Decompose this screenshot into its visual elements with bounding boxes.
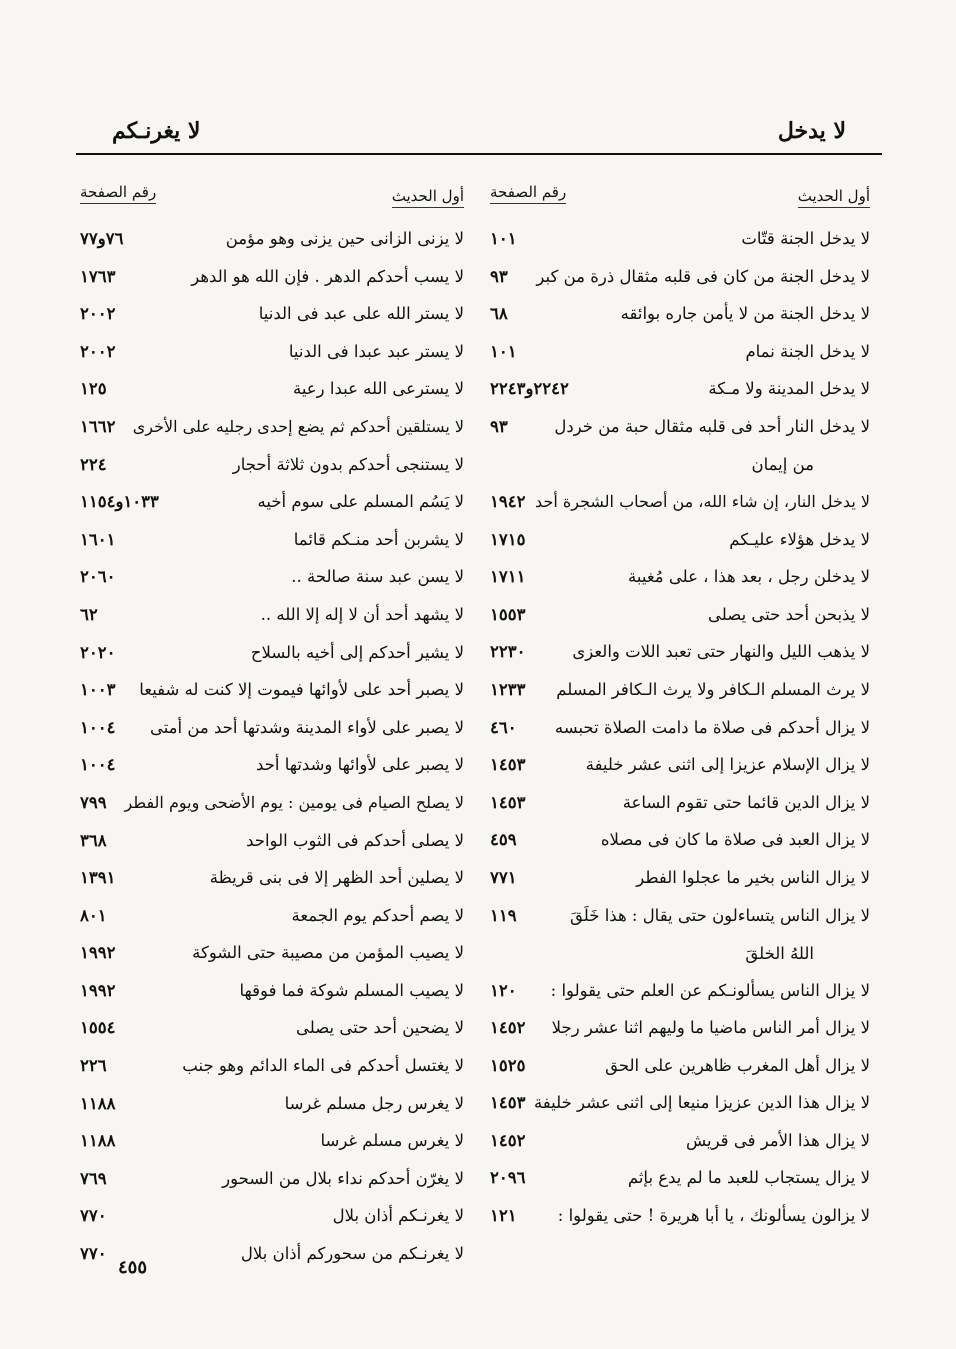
entry-text: لا يزال الدين قائما حتى تقوم الساعة [622,792,870,812]
index-entry [76,561,468,599]
entry-text: لا يزال الإسلام عزيزا إلى اثنى عشر خليفة [585,755,870,775]
index-entry [76,787,468,825]
header-rule [76,153,882,155]
entry-page-number: ٨٠١ [80,905,107,925]
entry-text: لا يستلقين أحدكم ثم يضع إحدى رجليه على الأخرى [132,416,464,436]
index-entry [76,298,468,336]
entry-page-number: ١٤٥٢ [490,1018,526,1038]
entry-text: لا يغرنـكم أذان بلال [332,1206,464,1226]
entry-text: لا يشير أحدكم إلى أخيه بالسلاح [250,642,464,662]
entry-text: لا يدخل المدينة ولا مـكة [708,379,870,399]
entry-text: لا يصلين أحد الظهر إلا فى بنى قريظة [209,868,464,888]
index-entry [76,1200,468,1238]
entry-text: لا يدخل الجنة قتّات [741,229,870,248]
entry-page-number: ١٠٠٤ [80,755,116,775]
index-entry [486,524,874,562]
entry-text: لا يشربن أحد منـكم قائما [293,529,464,549]
entry-page-number: ١٧١١ [490,567,526,587]
entry-page-number: ٩٣ [490,416,508,436]
entry-page-number: ١٦٠١ [80,529,116,549]
left-column [76,183,468,1276]
index-entry [486,749,874,787]
entry-page-number: ١٦٦٢ [80,416,116,436]
index-entry [76,261,468,299]
column-label-first: أول الحديث [798,187,870,208]
index-entry [76,712,468,750]
entry-text: لا يسترعى الله عبدا رعية [292,379,464,399]
entry-text: لا يزال أحدكم فى صلاة ما دامت الصلاة تحبسه [554,717,870,737]
index-entry [486,1087,874,1125]
index-entry [486,900,874,975]
entry-page-number: ٧٩٩ [80,792,107,812]
entry-page-number: ٦٢ [80,604,98,624]
entry-text: لا يزال أمر الناس ماضيا ما وليهم اثنا عشر رجلا [551,1018,870,1038]
entry-text: لا يستر الله على عبد فى الدنيا [258,304,464,324]
entry-page-number: ١١٩ [490,905,517,925]
entry-page-number: ١٤٥٣ [490,792,526,812]
entry-page-number: ١١٨٨ [80,1093,116,1113]
index-entry [486,1125,874,1163]
right-entries [486,223,874,1238]
entry-page-number: ١٤٥٣ [490,755,526,775]
index-entry [76,373,468,411]
index-entry [76,524,468,562]
entry-page-number: ٤٦٠ [490,717,517,737]
column-header [76,183,468,223]
entry-page-number: ١٩٩٢ [80,980,116,1000]
column-label-page: رقم الصفحة [80,183,156,204]
index-entry [76,637,468,675]
entry-page-number: ١٤٥٣ [490,1093,526,1113]
entry-page-number: ١٠٠٤ [80,717,116,737]
entry-text: لا يزال الناس بخير ما عجلوا الفطر [636,867,870,887]
index-entry [486,1050,874,1088]
entry-text: لا يدخلن رجل ، بعد هذا ، على مُغيبة [628,567,870,587]
entry-page-number: ٢٠٦٠ [80,567,116,587]
index-entry [486,411,874,486]
entry-text: لا يصيب المسلم شوكة فما فوقها [239,980,464,1000]
entry-page-number: ١٤٥٢ [490,1130,526,1150]
entry-text: لا يصلح الصيام فى يومين : يوم الأضحى ويوم الفطر [124,792,464,812]
index-entry [76,336,468,374]
index-entry [76,599,468,637]
running-head-left: لا يغرنـكم [112,118,201,144]
entry-text: لا يذهب الليل والنهار حتى تعبد اللات والعزى [572,642,870,662]
index-entry [76,1163,468,1201]
entry-page-number: ٣٦٨ [80,830,107,850]
entry-page-number: ٢٠٠٢ [80,341,116,361]
entry-text: لا يستر عبد عبدا فى الدنيا [288,341,464,361]
entry-text: لا يصم أحدكم يوم الجمعة [291,905,464,925]
entry-text: لا يزال الناس يسألونـكم عن العلم حتى يقولوا : [550,980,870,1000]
index-entry [76,825,468,863]
entry-text: لا يدخل الجنة نمام [745,341,870,361]
entry-text: لا يغرس مسلم غرسا [320,1131,464,1151]
entry-text: لا يزال أهل المغرب ظاهرين على الحق [605,1055,870,1075]
index-entry [486,261,874,299]
entry-page-number: ٢٠٩٦ [490,1168,526,1188]
index-entry [486,787,874,825]
entry-page-number: ١٢٠ [490,980,517,1000]
entry-text: لا يسب أحدكم الدهر . فإن الله هو الدهر [191,266,464,286]
index-entry [486,1162,874,1200]
entry-page-number: ١٢١ [490,1206,517,1226]
column-label-page: رقم الصفحة [490,183,566,204]
index-entry [486,599,874,637]
entry-page-number: ٧٦و٧٧ [80,229,124,248]
entry-text: لا يضحين أحد حتى يصلى [296,1018,464,1038]
entry-page-number: ١٠٣٣و١١٥٤ [80,492,159,512]
index-entry [486,561,874,599]
index-entry [486,862,874,900]
entry-text: لا يصبر على لأواء المدينة وشدتها أحد من أمتى [149,717,464,737]
entry-text: لا يدخل الجنة من لا يأمن جاره بوائقه [620,304,870,324]
index-entry [76,1012,468,1050]
left-entries [76,223,468,1276]
entry-page-number: ١٥٢٥ [490,1055,526,1075]
entry-page-number: ١٠٠٣ [80,680,116,700]
entry-text: لا يزالون يسألونك ، يا أبا هريرة ! حتى يقولوا : [557,1206,870,1226]
entry-text: لا يشهد أحد أن لا إله إلا الله .. [260,604,464,624]
column-header [486,183,874,223]
entry-text: لا يغرّن أحدكم نداء بلال من السحور [222,1168,464,1188]
entry-text: لا يستنجى أحدكم بدون ثلاثة أحجار [232,454,464,474]
index-entry [76,862,468,900]
entry-page-number: ١٥٥٣ [490,604,526,624]
index-entry [76,900,468,938]
running-head-right: لا يدخل [777,118,846,144]
index-entry [76,975,468,1013]
index-entry [486,712,874,750]
index-entry [76,486,468,524]
entry-text-continued: من إيمان [751,454,814,474]
entry-text: لا يسن عبد سنة صالحة .. [291,567,464,587]
entry-page-number: ١٩٤٢ [490,491,526,511]
entry-page-number: ٧٧٠ [80,1244,107,1264]
entry-text: لا يزال الناس يتساءلون حتى يقال : هذا خَلَقَ [570,905,870,925]
entry-page-number: ٧٦٩ [80,1168,107,1188]
index-entry [76,937,468,975]
entry-page-number: ١٩٩٢ [80,943,116,963]
entry-text: لا يدخل النار، إن شاء الله، من أصحاب الشجرة أحد [535,491,870,511]
index-entry [76,1125,468,1163]
entry-text: لا يزال هذا الدين عزيزا منيعا إلى اثنى عشر خليفة [533,1093,870,1113]
entry-text: لا يدخل النار أحد فى قلبه مثقال حبة من خردل [554,416,870,436]
entry-page-number: ٢٢٤٢و٢٢٤٣ [490,379,569,399]
entry-page-number: ١٠١ [490,229,517,248]
entry-text: لا يصيب المؤمن من مصيبة حتى الشوكة [192,943,464,963]
entry-page-number: ٧٧٠ [80,1206,107,1226]
column-label-first: أول الحديث [392,187,464,208]
index-entry [486,1200,874,1238]
entry-text: لا يذبحن أحد حتى يصلى [708,604,870,624]
entry-page-number: ٢٠٢٠ [80,642,116,662]
entry-page-number: ١٧١٥ [490,529,526,549]
entry-page-number: ٦٨ [490,304,508,324]
entry-text-continued: اللهُ الخلقَ [745,943,814,963]
entry-page-number: ١١٨٨ [80,1131,116,1151]
entry-page-number: ٢٢٤ [80,454,107,474]
index-entry [486,674,874,712]
entry-text: لا يغرس رجل مسلم غرسا [284,1093,464,1113]
index-entry [486,298,874,336]
index-entry [76,449,468,487]
entry-page-number: ٤٥٩ [490,830,517,850]
entry-page-number: ٢٠٠٢ [80,304,116,324]
index-entry [76,223,468,261]
entry-text: لا يصبر أحد على لأوائها فيموت إلا كنت له شفيعا [139,680,464,700]
index-entry [486,824,874,862]
index-entry [76,1050,468,1088]
entry-text: لا يزال العبد فى صلاة ما كان فى مصلاه [600,830,870,850]
index-entry [486,373,874,411]
entry-text: لا يغرنـكم من سحوركم أذان بلال [240,1244,464,1264]
entry-page-number: ١٧٦٣ [80,266,116,286]
entry-page-number: ١٢٥ [80,379,107,399]
entry-text: لا يصبر على لأوائها وشدتها أحد [256,755,464,775]
entry-text: لا يصلى أحدكم فى الثوب الواحد [246,830,464,850]
entry-text: لا يدخل هؤلاء عليـكم [729,529,870,549]
entry-text: لا يدخل الجنة من كان فى قلبه مثقال ذرة من كبر [536,266,870,286]
entry-text: لا يزنى الزانى حين يزنى وهو مؤمن [225,229,464,248]
entry-page-number: ١٢٣٣ [490,679,526,699]
index-entry [486,336,874,374]
index-entry [486,486,874,524]
entry-text: لا يرث المسلم الـكافر ولا يرث الـكافر المسلم [556,679,870,699]
index-entry [486,1012,874,1050]
index-entry [76,749,468,787]
entry-page-number: ١٣٩١ [80,868,116,888]
index-entry [486,636,874,674]
entry-text: لا يزال هذا الأمر فى قريش [685,1130,870,1150]
index-entry [76,674,468,712]
index-entry [486,223,874,261]
right-column [486,183,874,1238]
index-entry [76,411,468,449]
entry-page-number: ١٠١ [490,341,517,361]
entry-text: لا يَسُم المسلم على سوم أخيه [257,492,464,512]
entry-page-number: ٢٢٦ [80,1056,107,1076]
entry-page-number: ٧٧١ [490,867,517,887]
index-entry [76,1088,468,1126]
entry-text: لا يزال يستجاب للعبد ما لم يدع بإثم [627,1168,870,1188]
entry-text: لا يغتسل أحدكم فى الماء الدائم وهو جنب [182,1056,464,1076]
index-entry [486,975,874,1013]
entry-page-number: ١٥٥٤ [80,1018,116,1038]
entry-page-number: ٢٢٣٠ [490,642,526,662]
entry-page-number: ٩٣ [490,266,508,286]
page-number: ٤٥٥ [118,1257,148,1278]
